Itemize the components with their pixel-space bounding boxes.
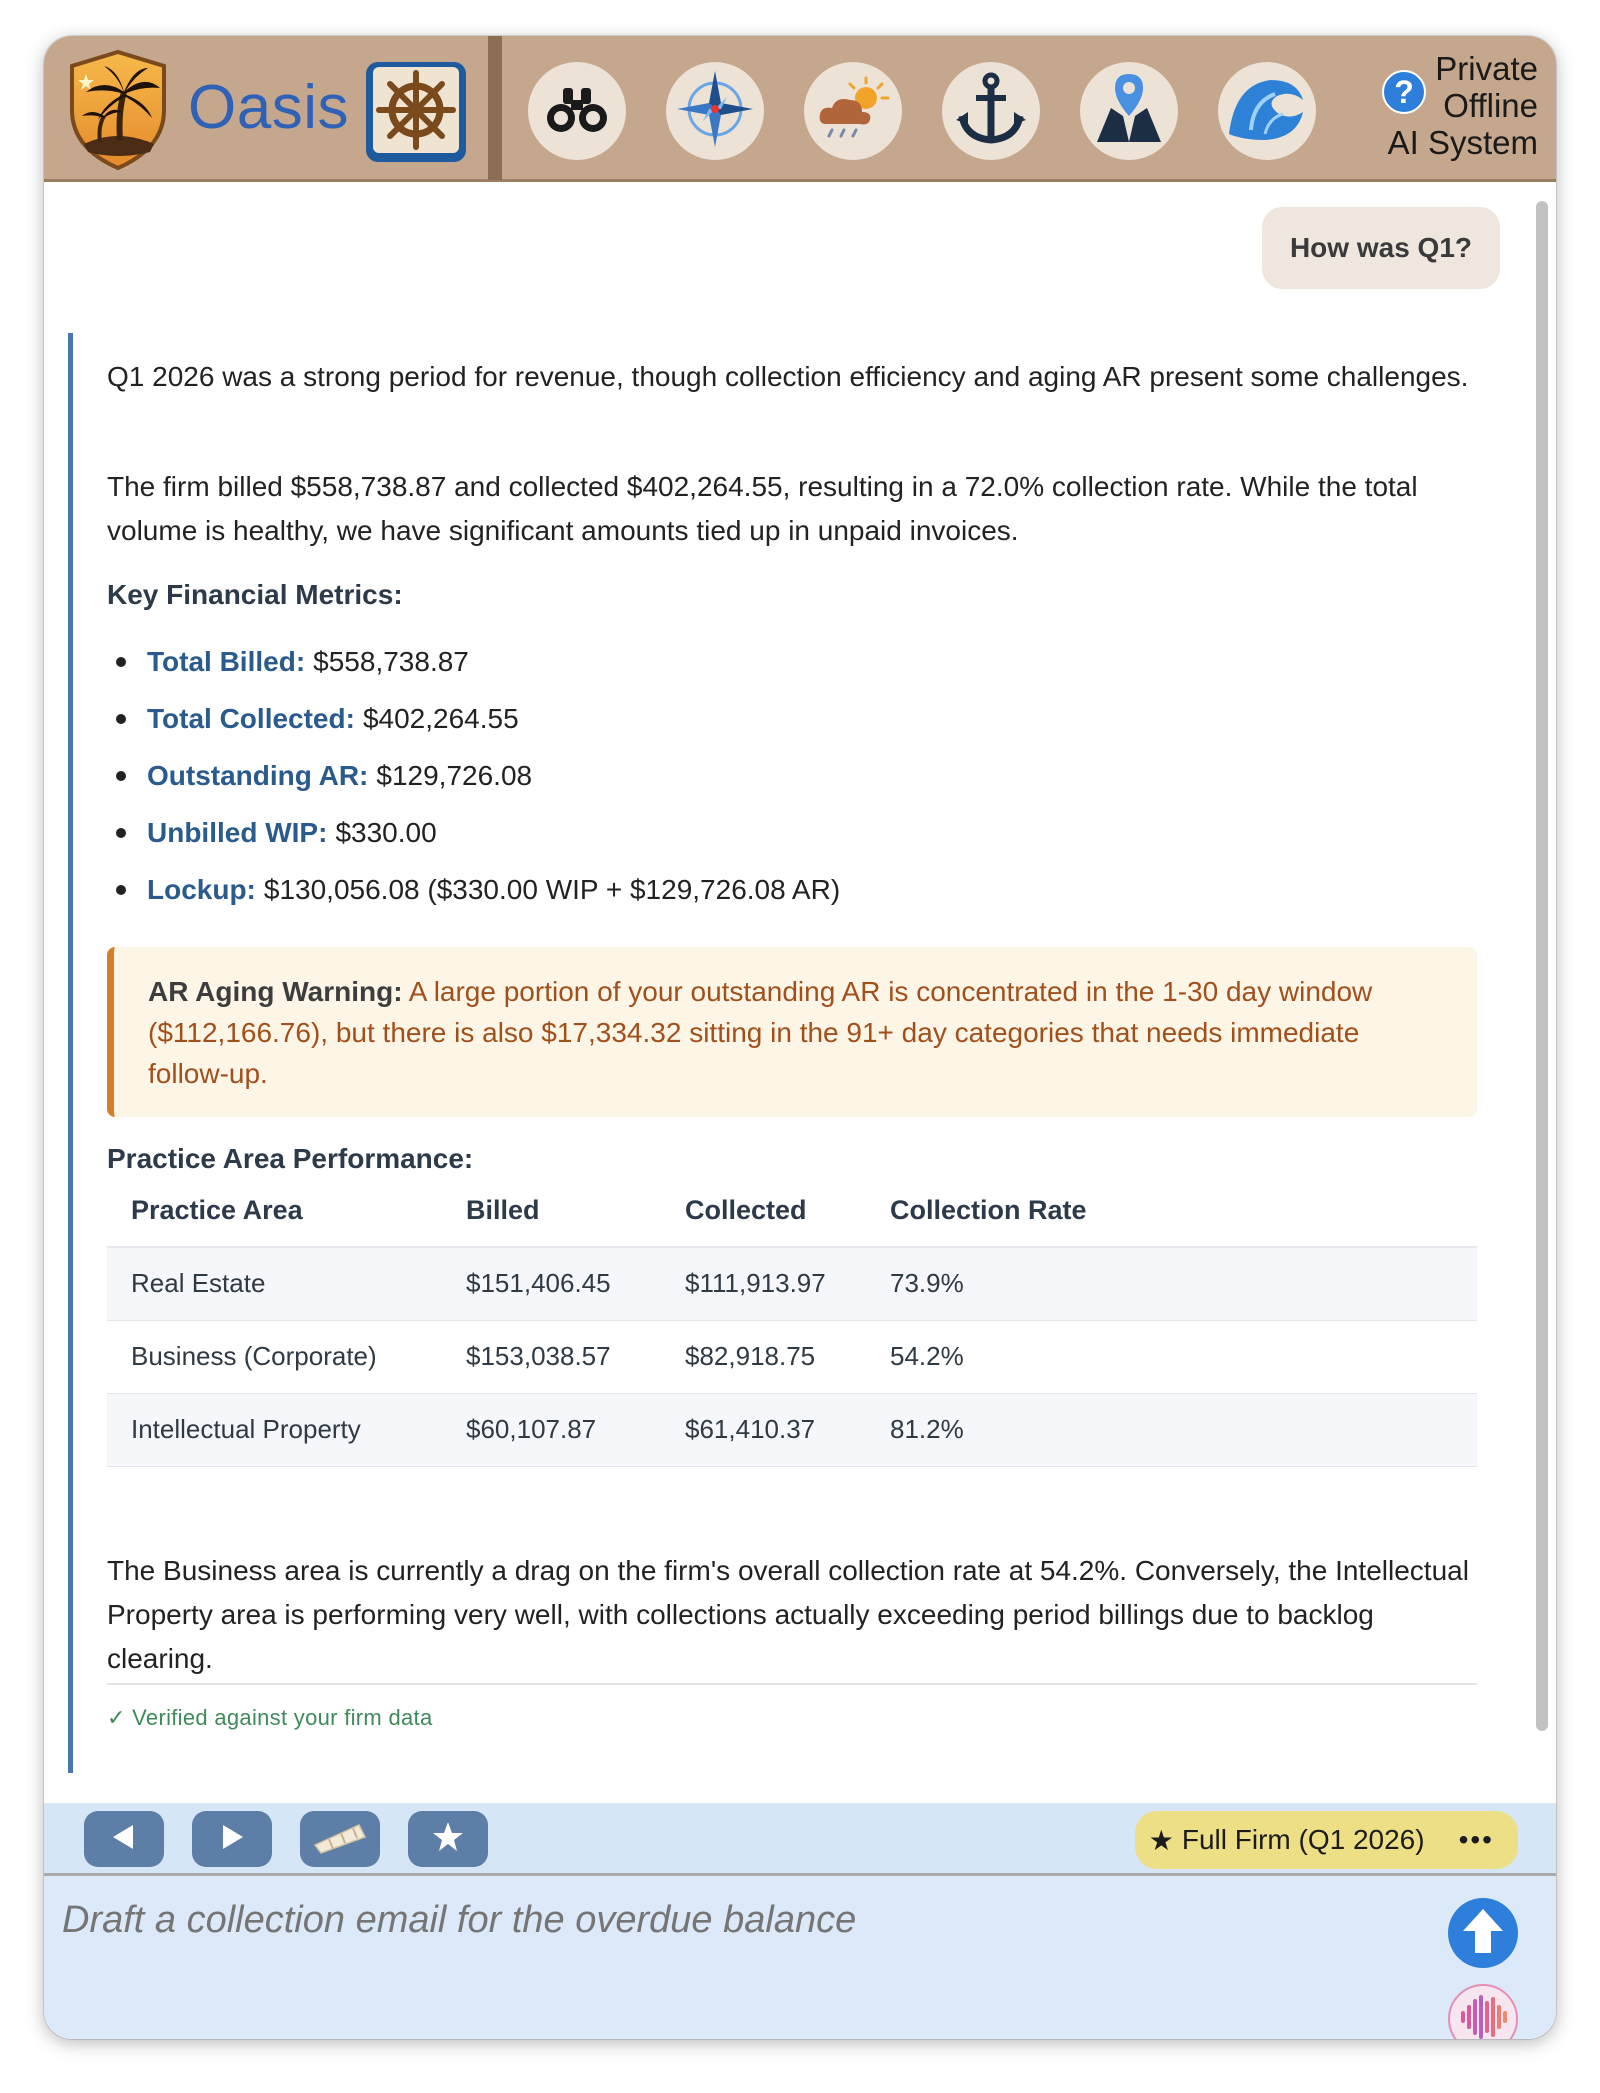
verified-note: ✓ Verified against your firm data	[107, 1705, 433, 1730]
metric-label: Lockup:	[147, 873, 256, 905]
performance-heading: Practice Area Performance:	[107, 1143, 474, 1174]
table-cell: 54.2%	[866, 1320, 1477, 1393]
forward-button[interactable]	[192, 1811, 272, 1867]
metric-label: Unbilled WIP:	[147, 816, 328, 848]
weather-button[interactable]	[804, 62, 902, 160]
chat-scrollbar[interactable]	[1536, 201, 1548, 1731]
table-cell: $60,107.87	[442, 1393, 661, 1466]
metric-label: Outstanding AR:	[147, 759, 369, 791]
metric-value: $558,738.87	[313, 645, 469, 677]
wave-button[interactable]	[1218, 62, 1316, 160]
ship-wheel-icon	[373, 67, 459, 158]
table-cell: Intellectual Property	[107, 1393, 442, 1466]
telescope-icon	[311, 1819, 369, 1860]
compass-icon	[675, 69, 755, 154]
compass-button[interactable]	[666, 62, 764, 160]
status-line-ai-system: AI System	[1387, 124, 1538, 161]
status-line-private: Private	[1435, 50, 1538, 87]
help-icon[interactable]: ?	[1382, 70, 1426, 114]
column-header: Collection Rate	[866, 1175, 1477, 1247]
app-name: Oasis	[188, 73, 349, 142]
table-cell: 81.2%	[866, 1393, 1477, 1466]
palm-island-logo-icon	[64, 48, 172, 172]
action-toolbar	[44, 1803, 1556, 1873]
table-cell: $61,410.37	[661, 1393, 866, 1466]
table-row	[107, 1247, 1477, 1320]
map-pin-icon	[1093, 72, 1165, 151]
metric-label: Total Collected:	[147, 702, 355, 734]
table-cell: $82,918.75	[661, 1320, 866, 1393]
warning-label: AR Aging Warning:	[148, 976, 403, 1007]
response-conclusion: The Business area is currently a drag on the firm's overall collection rate at 54.2%. Conversely, the Intellectual Property area is performing very well, with collections actually exceeding period billings due to backlog clearing.	[107, 1555, 1469, 1674]
back-button[interactable]	[84, 1811, 164, 1867]
metric-value: $402,264.55	[362, 702, 519, 734]
table-cell: $151,406.45	[442, 1247, 661, 1320]
arrow-up-icon	[1461, 1907, 1505, 1960]
warning-text: A large portion of your outstanding AR is concentrated in the 1-30 day window ($112,166.76), but there is also $17,334.32 sitting in the 91+ day categories that needs immediate follow-up.	[148, 976, 1373, 1089]
binoculars-icon	[545, 84, 609, 139]
map-button[interactable]	[1080, 62, 1178, 160]
list-item	[107, 747, 1487, 804]
ship-wheel-button[interactable]	[366, 62, 466, 162]
divider	[107, 1683, 1477, 1685]
binoculars-button[interactable]	[528, 62, 626, 160]
firm-scope-selector[interactable]	[1135, 1811, 1518, 1869]
forward-icon	[217, 1822, 247, 1857]
telescope-button[interactable]	[300, 1811, 380, 1867]
table-cell: Real Estate	[107, 1247, 442, 1320]
metric-value: $330.00	[335, 816, 437, 848]
column-header: Billed	[442, 1175, 661, 1247]
table-row	[107, 1320, 1477, 1393]
audio-waveform-icon	[1457, 1993, 1509, 2040]
chat-transcript[interactable]	[44, 185, 1556, 1803]
back-icon	[109, 1822, 139, 1857]
table-cell: $111,913.97	[661, 1247, 866, 1320]
metric-label: Total Billed:	[147, 645, 306, 677]
practice-area-table	[107, 1175, 1477, 1467]
column-header: Practice Area	[107, 1175, 442, 1247]
composer	[44, 1873, 1556, 2039]
star-icon	[431, 1820, 465, 1859]
anchor-button[interactable]	[942, 62, 1040, 160]
more-options-icon[interactable]: •••	[1458, 1824, 1494, 1855]
metric-value: $129,726.08	[376, 759, 533, 791]
assistant-response	[68, 333, 1514, 1773]
response-summary: The firm billed $558,738.87 and collected $402,264.55, resulting in a 72.0% collection rate. While the total volume is healthy, we have significant amounts tied up in unpaid invoices.	[107, 471, 1418, 546]
table-cell: Business (Corporate)	[107, 1320, 442, 1393]
top-toolbar	[44, 36, 1556, 182]
metrics-heading: Key Financial Metrics:	[107, 579, 403, 610]
list-item	[107, 861, 1487, 918]
response-intro: Q1 2026 was a strong period for revenue, though collection efficiency and aging AR present some challenges.	[107, 361, 1469, 392]
star-icon: ★	[1148, 1824, 1174, 1856]
header-divider	[488, 36, 502, 180]
table-cell: 73.9%	[866, 1247, 1477, 1320]
send-button[interactable]	[1448, 1898, 1518, 1968]
voice-input-button[interactable]	[1448, 1984, 1518, 2039]
list-item	[107, 633, 1487, 690]
metric-value: $130,056.08 ($330.00 WIP + $129,726.08 AR)	[263, 873, 841, 905]
table-row	[107, 1393, 1477, 1466]
list-item	[107, 804, 1487, 861]
app-window	[44, 36, 1556, 2039]
anchor-icon	[956, 72, 1026, 151]
list-item	[107, 690, 1487, 747]
metrics-list	[107, 633, 1487, 918]
firm-scope-label: Full Firm (Q1 2026)	[1181, 1824, 1425, 1855]
table-cell: $153,038.57	[442, 1320, 661, 1393]
weather-icon	[814, 74, 892, 149]
favorite-button[interactable]	[408, 1811, 488, 1867]
table-header-row	[107, 1175, 1477, 1247]
column-header: Collected	[661, 1175, 866, 1247]
prompt-input[interactable]	[62, 1890, 1422, 1950]
user-message-bubble: How was Q1?	[1262, 207, 1500, 289]
wave-icon	[1225, 74, 1309, 149]
ar-aging-warning	[107, 947, 1477, 1117]
system-status-label	[1388, 50, 1538, 161]
status-line-offline: Offline	[1443, 87, 1538, 124]
